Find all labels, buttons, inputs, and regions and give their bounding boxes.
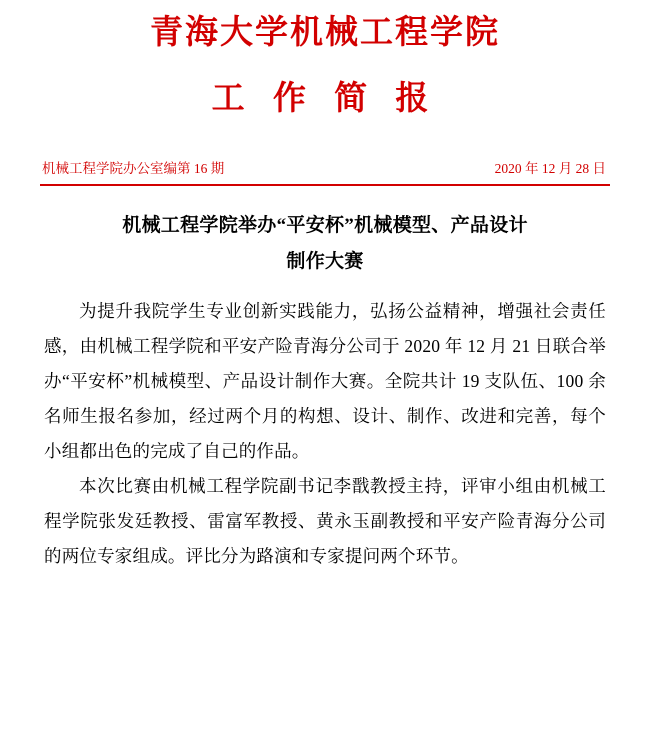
article-title-line-2: 制作大赛 xyxy=(286,251,364,273)
publish-date: 2020 年 12 月 28 日 xyxy=(494,161,606,177)
issue-info: 机械工程学院办公室编第 16 期 xyxy=(42,161,225,177)
masthead-org-title: 青海大学机械工程学院 xyxy=(150,15,500,51)
article-paragraph: 本次比赛由机械工程学院副书记李戬教授主持，评审小组由机械工程学院张发廷教授、雷富军教授、黄永玉副教授和平安产险青海分公司的两位专家组成。评比分为路演和专家提问两个环节。 xyxy=(44,476,606,567)
masthead-bulletin-title: 工 作 简 报 xyxy=(211,80,439,117)
article-title-line-1: 机械工程学院举办“平安杯”机械模型、产品设计 xyxy=(122,215,528,237)
article-title xyxy=(38,208,612,280)
article-body xyxy=(38,294,612,574)
article-paragraph: 为提升我院学生专业创新实践能力，弘扬公益精神，增强社会责任感，由机械工程学院和平安产险青海分公司于 2020 年 12 月 21 日联合举办“平安杯”机械模型、产品设计制作大赛。全院共计 19 支队伍、100 余名师生报名参加，经过两个月的构想、设计、制作、改进和完善，每个小组都出色的完成了自己的作品。 xyxy=(44,301,606,462)
masthead-meta-row xyxy=(38,157,612,177)
document-page xyxy=(0,14,650,730)
masthead-divider xyxy=(40,184,610,186)
